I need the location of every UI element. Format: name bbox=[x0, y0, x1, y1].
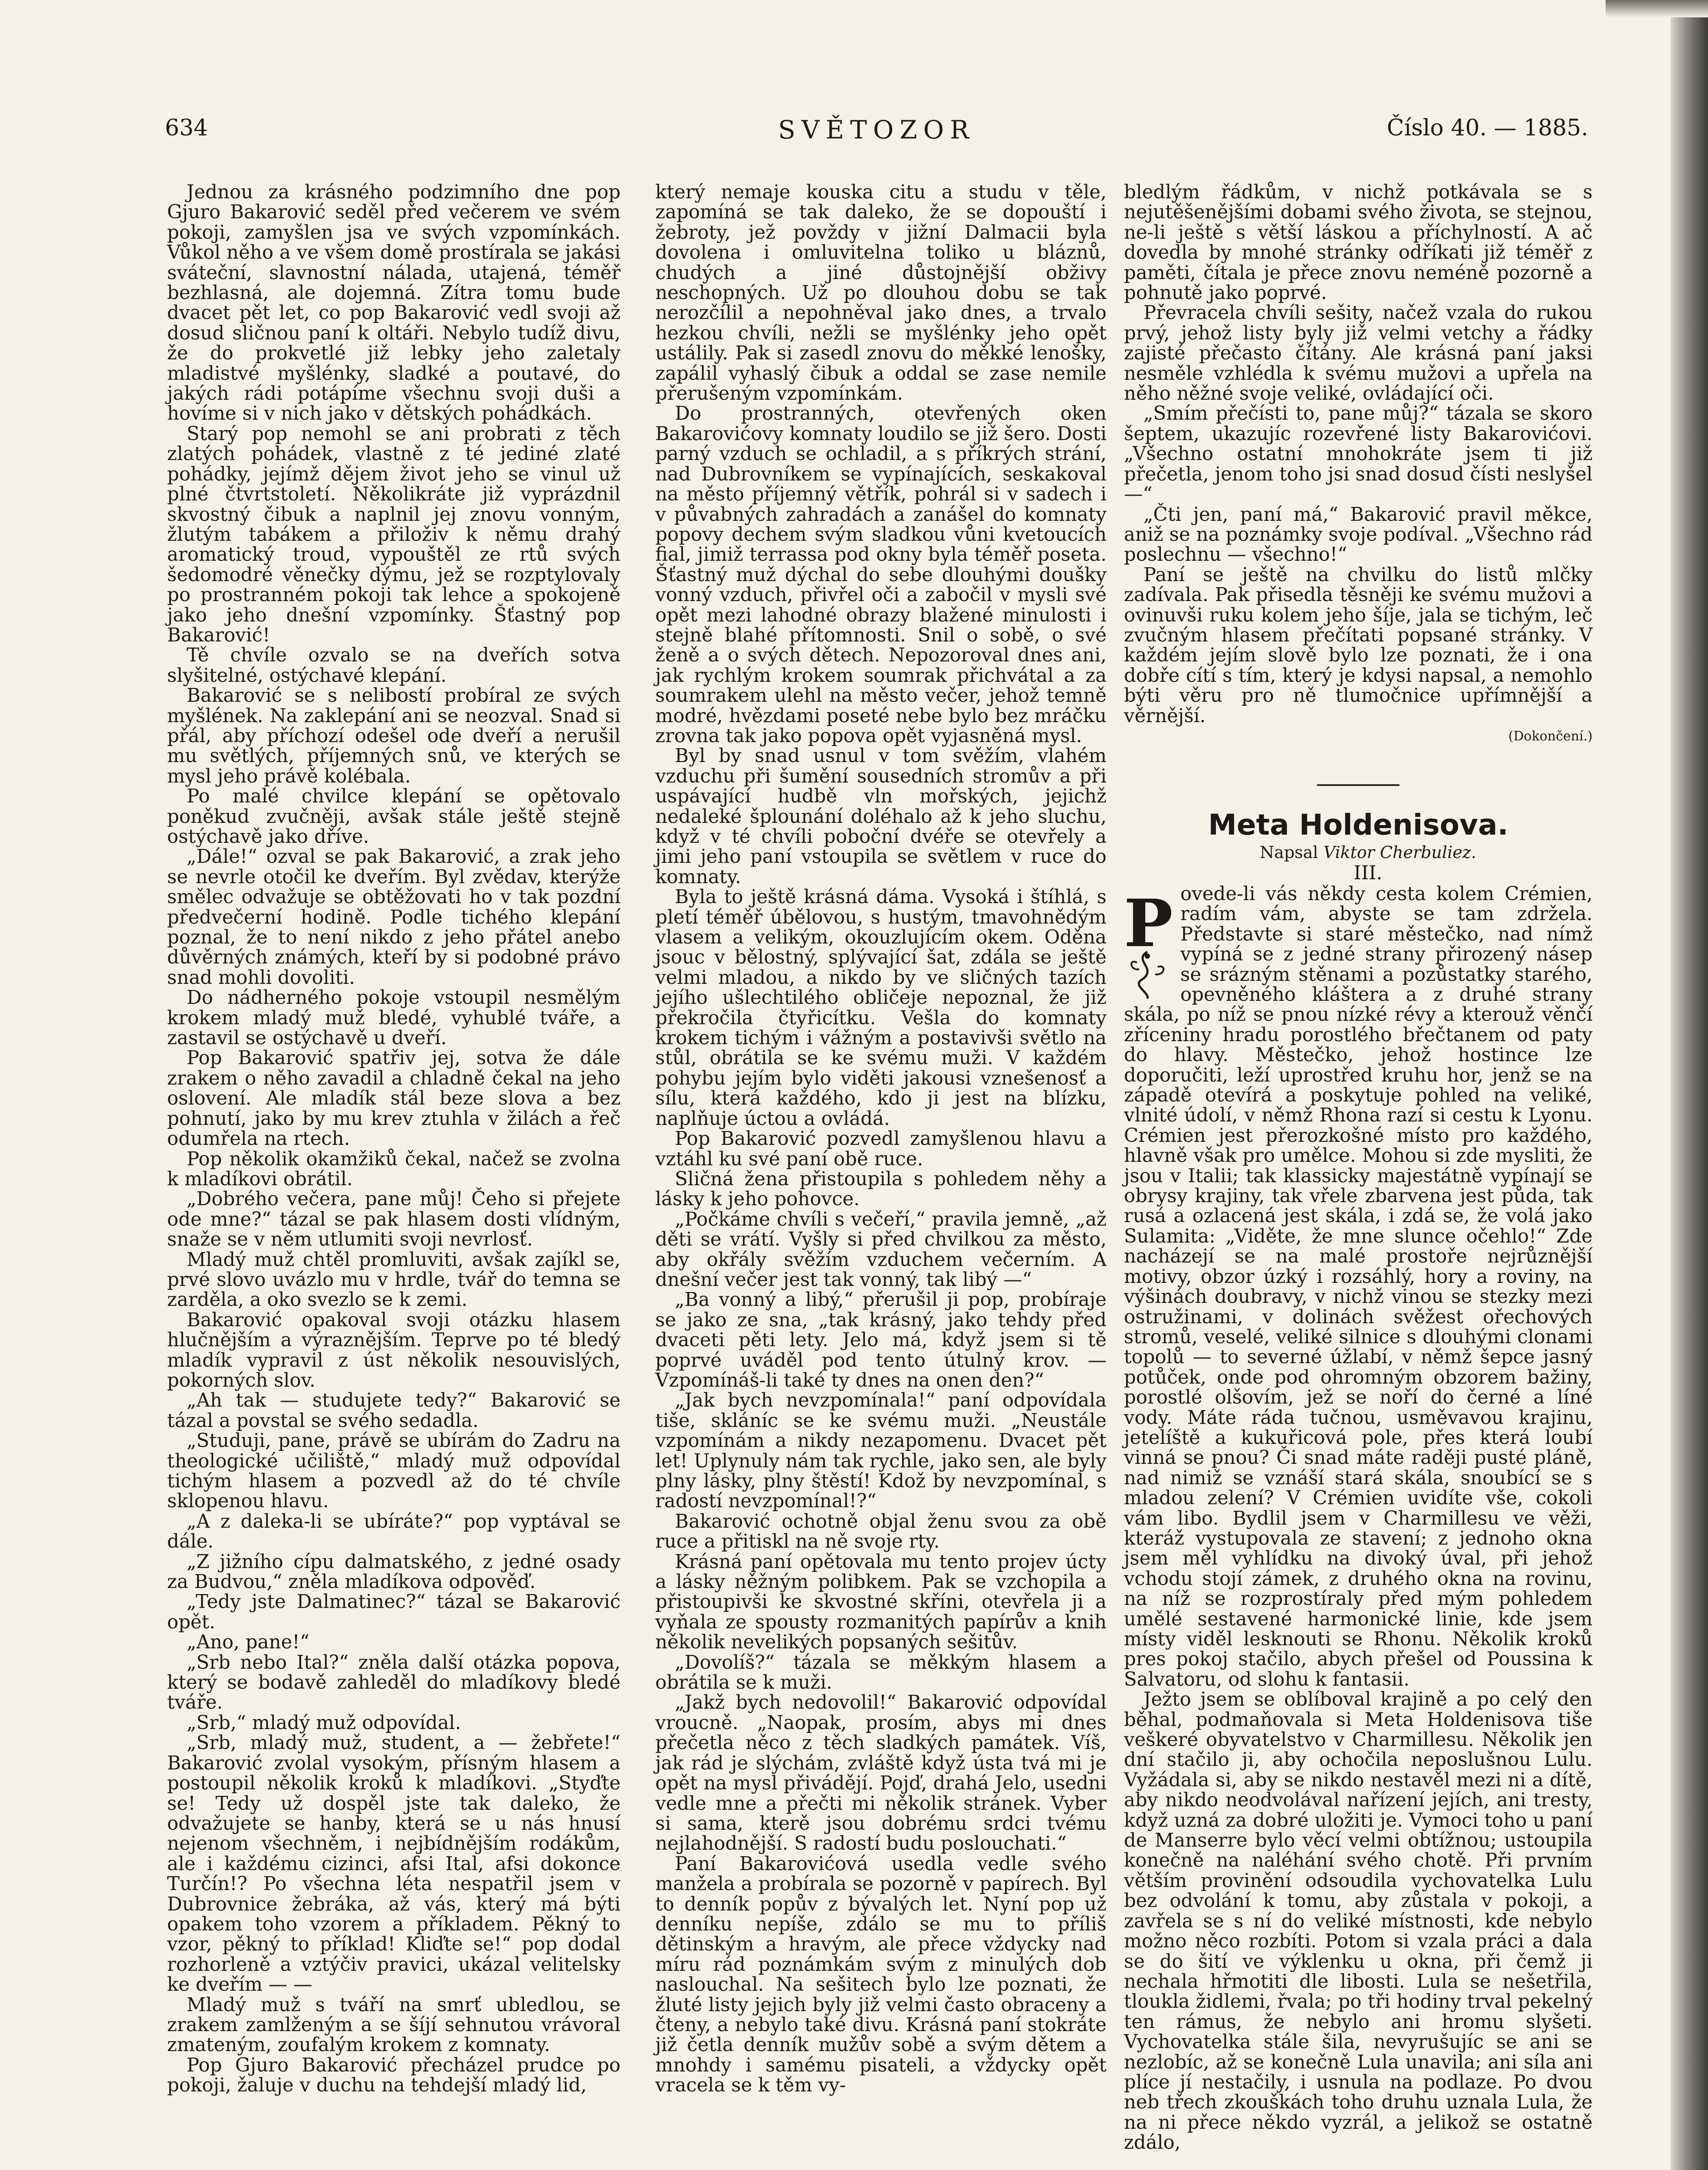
paragraph: „Dále!“ ozval se pak Bakarović, a zrak jeho se nevrle otočil ke dveřím. Byl zvědav, kterýže smělec odvažuje se obtěžovati ho v tak pozdní předvečerní hodině. Podle tichého klepání poznal, že to není nikdo z jeho přátel anebo důvěrných známých, kteří by si podobné právo snad mohli dovoliti. bbox=[167, 846, 621, 989]
paragraph: Byla to ještě krásná dáma. Vysoká i štíhlá, s pletí téměř úbělovou, s hustým, tmavohnědým vlasem a velikým, okouzlujícím okem. Oděna jsouc v bělostný, splývající šat, zdála se ještě velmi mladou, a nikdo by ve sličných tazích jejího ušlechtilého obličeje nepoznal, že již překročila čtyřicítku. Vešla do komnaty krokem tichým i vážným a postavivši světlo na stůl, obrátila se ke svému muži. V každém pohybu jejím bylo viděti jakousi vznešenosť a sílu, která každého, kdo ji jest na blízku, naplňuje úctou a ovládá. bbox=[655, 886, 1107, 1130]
byline-prefix: Napsal bbox=[1260, 842, 1318, 862]
paragraph: „Smím přečísti to, pane můj?“ tázala se skoro šeptem, ukazujíc rozevřené listy Bakarovićovi. „Všechno ostatní mnohokráte jsem ti již přečetla, jenom toho jsi snad dosud čísti neslyšel —“ bbox=[1124, 403, 1593, 506]
paragraph: Mladý muž s tváří na smrť ubledlou, se zrakem zamlženým a se šíjí sehnutou vrávoral zmateným, zoufalým krokem z komnaty. bbox=[167, 1994, 621, 2056]
paragraph: Do nádherného pokoje vstoupil nesmělým krokem mladý muž bledé, vyhublé tváře, a zastavil se ostýchavě u dveří. bbox=[167, 987, 621, 1049]
paragraph: Krásná paní opětovala mu tento projev úcty a lásky něžným polibkem. Pak se vzchopila a přistoupivši ke skvostné skříni, otevřela ji a vyňala ze spousty rozmanitých papírův a knih několik nevelikých popsaných sešitův. bbox=[655, 1551, 1107, 1654]
paragraph: „Ah tak — studujete tedy?“ Bakarović se tázal a povstal se svého sedadla. bbox=[167, 1390, 621, 1432]
dropcap-ornament bbox=[1124, 887, 1171, 1000]
paragraph: Převracela chvíli sešity, načež vzala do rukou prvý, jehož listy byly již velmi vetchy a řádky zajisté přečasto čítány. Ale krásná paní jaksi nesměle vzhlédla k svému mužovi a upřela na něho něžné svoje veliké, ovládající oči. bbox=[1124, 302, 1593, 405]
paragraph: „Dobrého večera, pane můj! Čeho si přejete ode mne?“ tázal se pak hlasem dosti vlídným, snaže se v něm utlumiti svoji nevrlosť. bbox=[167, 1188, 621, 1251]
column-middle bbox=[655, 182, 1107, 2096]
paragraph: Mladý muž chtěl promluviti, avšak zajíkl se, prvé slovo uvázlo mu v hrdle, tvář do temna se zarděla, a oko svezlo se k zemi. bbox=[167, 1249, 621, 1311]
paragraph: Pop několik okamžiků čekal, načež se zvolna k mladíkovi obrátil. bbox=[167, 1148, 621, 1190]
story-ending bbox=[1124, 182, 1593, 726]
dropcap-letter: P bbox=[1124, 885, 1173, 962]
paragraph: „Z jižního cípu dalmatského, z jedné osady za Budvou,“ zněla mladíkova odpověď. bbox=[167, 1551, 621, 1593]
paragraph: Pop Bakarović pozvedl zamyšlenou hlavu a vztáhl ku své paní obě ruce. bbox=[655, 1128, 1107, 1170]
paragraph: „Tedy jste Dalmatinec?“ tázal se Bakarović opět. bbox=[167, 1591, 621, 1633]
paragraph: „Jakž bych nedovolil!“ Bakarović odpovídal vroucně. „Naopak, prosím, abys mi dnes přečetla něco z těch sladkých památek. Víš, jak rád je slýchám, zvláště když ústa tvá mi je opět na mysl přivádějí. Pojď, drahá Jelo, usedni vedle mne a přečti mi několik stránek. Vyber si sama, kterě jsou dobrému srdci tvému nejlahodnější. S radostí budu poslouchati.“ bbox=[655, 1692, 1107, 1855]
paragraph: Bakarović se s nelibostí probíral ze svých myšlének. Na zaklepání ani se neozval. Snad si přál, aby příchozí odešel ode dveří a nerušil mu světlých, příjemných snů, ve kterých se mysl jeho právě kolébala. bbox=[167, 685, 621, 787]
scan-corner-shadow bbox=[1606, 0, 1708, 17]
paragraph: který nemaje kouska citu a studu v těle, zapomíná se tak daleko, že se dopouští i žebroty, jež povždy v jižní Dalmacii byla dovolena i omluvitelna toliko u bláznů, chudých a jiné důstojnější obživy neschopných. Už po dlouhou dobu se tak nerozčílil a nepohněval jako dnes, a trvalo hezkou chvíli, nežli se myšlénky jeho opět ustálily. Pak si zasedl znovu do měkké lenošky, zapálil vyhaslý čibuk a oddal se zase nemile přerušeným vzpomínkám. bbox=[655, 181, 1107, 405]
paragraph: Ježto jsem se oblíboval krajině a po celý den běhal, podmaňovala si Meta Holdenisova tiše veškeré obyvatelstvo v Charmillesu. Několik jen dní stačilo ji, aby ochočila neposlušnou Lulu. Vyžádala si, aby se nikdo nestavěl mezi ni a dítě, aby nikdo neodvolával nařízení jejích, ani tresty, když uzná za dobré uložiti je. Vymoci toho u paní de Manserre bylo věcí velmi obtížnou; ustoupila konečně na naléhání svého chotě. Při prvním větším provinění odsoudila vychovatelka Lulu bez odvolání k tomu, aby zůstala v pokoji, a zavřela se s ní do veliké místnosti, kde nebylo možno něco rozbíti. Potom si vzala práci a dala se do šití ve výklenku u okna, při čemž ji nechala hřmotiti dle libosti. Lula se nešetřila, tloukla židlemi, řvala; po tři hodiny trval pekelný ten rámus, že nebylo ani hromu slyšeti. Vychovatelka stále šila, nevyrušujíc se ani se nezlobíc, až se konečně Lula unavila; ani síla ani plíce jí nestačily, i usnula na podlaze. Po dvou neb třech zkouškách toho druhu uznala Lula, že na ni přece někdo vyzrál, a jelikož se ostatně zdálo, bbox=[1124, 1689, 1593, 2154]
paragraph: Do prostranných, otevřených oken Bakarovićovy komnaty loudilo se již šero. Dosti parný vzduch se ochladil, a s příkrých strání, nad Dubrovníkem se vypínajících, seskakoval na město příjemný větřík, pohrál si v sadech i v půvabných zahradách a zanášel do komnaty popovy dechem svým sladkou vůni kvetoucích fial, jimiž terrassa pod okny byla téměř poseta. Šťastný muž dýchal do sebe dlouhými doušky vonný vzduch, přivřel oči a zabočil v mysli své opět mezi lahodné obrazy blažené minulosti i stejně blahé přítomnosti. Snil o sobě, o své ženě a o svých dětech. Nepozoroval dnes ani, jak rychlým krokem soumrak přichvátal a za soumrakem ulehl na město večer, jehož temně modré, hvězdami poseté nebe bylo bez mráčku zrovna tak jako popova opět vyjasněná mysl. bbox=[655, 403, 1107, 747]
paragraph: „Ba vonný a libý,“ přerušil ji pop, probíraje se jako ze sna, „tak krásný, jako tehdy před dvaceti pěti lety. Jelo má, když jsem si tě poprvé uváděl pod tento útulný krov. — Vzpomínáš-li také ty dnes na onen den?“ bbox=[655, 1289, 1107, 1391]
magazine-title: SVĚTOZOR bbox=[778, 115, 975, 145]
paragraph: ovede-li vás někdy cesta kolem Crémien, radím vám, abyste se tam zdržela. Představte si staré městečko, nad nímž vypíná se z jedné strany přirozený násep se srázným stěnami a pozůstatky starého, opevněného kláštera a z druhé strany skála, po níž se pnou nízké révy a kterouž věnčí zříceniny hradu porostlého břečtanem od paty do hlavy. Městečko, jehož hostince lze doporučiti, leží uprostřed kruhu hor, jenž se na západě otevírá a poskytuje pohled na veliké, vlnité údolí, v němž Rhona razí si cestu k Lyonu. Crémien jest přerozkošné místo pro každého, hlavně však pro umělce. Mohou si zde mysliti, že jsou v Italii; tak klassicky majestátně vypínají se obrysy krajiny, tak vřele zbarvena jest půda, tak rusá a ozlacená jest skála, i zdá se, že volá jako Sulamita: „Viděte, že mne slunce očehlo!“ Zde nacházejí se na malé prostoře nejrůznější motivy, obzor úzký i rozsáhlý, hory a roviny, na výšinách doubravy, v nichž vinou se stezky mezi ostružinami, v dolinách svěžest ořechových stromů, veselé, veliké silnice s dlouhými clonami topolů — to severné úžlabí, v němž šepce jasný potůček, onde pod ohromným obzorem bažiny, porostlé olšovím, jež se noří do černé a líné vody. Máte ráda tučnou, usměvavou krajinu, jetelíště a kukuřicová pole, přes která loubí vinná se pnou? Či snad máte raději pusté pláně, nad nimiž se vznáší stará skála, snoubící se s mladou zelení? V Crémien uvidíte vše, cokoli vám libo. Bydlil jsem v Charmillesu ve věži, kteráž vystupovala ze stavení; z jednoho okna jsem měl vyhlídku na divoký úval, při jehož vchodu stojí zámek, z druhého okna na rovinu, na níž se rozprostíraly před mým pohledem umělé sestavené harmonické linie, kde jsem místy viděl lesknouti se Rhonu. Několik kroků pres pokoj stačilo, abych přešel od Poussina k Salvatoru, od slohu k fantasii. bbox=[1124, 883, 1593, 1690]
paragraph: Jednou za krásného podzimního dne pop Gjuro Bakarović seděl před večerem ve svém pokoji, zamyšlen jsa ve svých vzpomínkách. Vůkol něho a ve všem domě prostírala se jakási sváteční, slavnostní nálada, utajená, téměř bezhlasná, ale dojemná. Zítra tomu bude dvacet pět let, co pop Bakarović vedl svoji až dosud sličnou paní k oltáři. Nebylo tudíž divu, že do prokvetlé již lebky jeho zaletaly mladistvé myšlénky, sladké a poutavé, do jakých rádi potápíme všechnu svoji duši a hovíme si v nich jako v dětských pohádkách. bbox=[167, 181, 621, 425]
paragraph: „A z daleka-li se ubíráte?“ pop vyptával se dále. bbox=[167, 1510, 621, 1553]
paragraph: Bakarović ochotně objal ženu svou za obě ruce a přitiskl na ně svoje rty. bbox=[655, 1510, 1107, 1553]
column-right bbox=[1124, 182, 1593, 2153]
paragraph: „Studuji, pane, právě se ubírám do Zadru na theologické učiliště,“ mladý muž odpovídal tichým hlasem a pozvedl až do té chvíle sklopenou hlavu. bbox=[167, 1430, 621, 1512]
page-number: 634 bbox=[165, 115, 208, 141]
paragraph: Starý pop nemohl se ani probrati z těch zlatých pohádek, vlastně z té jediné zlaté pohádky, jejímž dějem život jeho se vinul už plné čtvrtstoletí. Několikráte již vyprázdnil skvostný čibuk a naplnil jej znovu vonným, žlutým tabákem a přiloživ k němu drahý aromatický troud, vypouštěl ze rtů svých šedomodré věnečky dýmu, jež se rozptylovaly po prostranném pokoji tak lehce a spokojeně jako jeho dnešní vzpomínky. Šťastný pop Bakarović! bbox=[167, 423, 621, 646]
issue-number: Číslo 40. — 1885. bbox=[1386, 115, 1588, 141]
story-title: Meta Holdenisova. bbox=[1208, 808, 1508, 842]
paragraph: „Ano, pane!“ bbox=[187, 1631, 310, 1654]
chapter-number: III. bbox=[1353, 861, 1383, 884]
paragraph: „Jak bych nevzpomínala!“ paní odpovídala tiše, skláníc se ke svému muži. „Neustále vzpomínám a nikdy nezapomenu. Dvacet pět let! Uplynuly nám tak rychle, jako sen, ale byly plny lásky, plny štěstí! Kdož by nevzpomínal, s radostí nevzpomínal!?“ bbox=[655, 1390, 1107, 1512]
paragraph: Paní se ještě na chvilku do listů mlčky zadívala. Pak přisedla těsněji ke svému mužovi a ovinuvši ruku kolem jeho šíje, jala se tichým, leč zvučným hlasem přečítati popsané stránky. V každém jejím slově bylo lze poznati, že i ona dobře cítí s tím, který je kdysi napsal, a nemohlo býti věru pro ně tlumočnice upřímnější a věrnější. bbox=[1124, 564, 1593, 727]
paragraph: „Dovolíš?“ tázala se měkkým hlasem a obrátila se k muži. bbox=[655, 1651, 1107, 1694]
column-left bbox=[167, 182, 621, 2096]
paragraph: „Počkáme chvíli s večeří,“ pravila jemně, „až děti se vrátí. Vyšly si před chvilkou za město, aby okřály svěžím vzduchem večerním. A dnešní večer jest tak vonný, tak libý —“ bbox=[655, 1208, 1107, 1291]
paragraph: Bakarović opakoval svoji otázku hlasem hlučnějším a výraznějším. Teprve po té bledý mladík vypravil z úst několik nesouvislých, pokorných slov. bbox=[167, 1309, 621, 1391]
byline bbox=[1124, 842, 1593, 862]
paragraph: „Srb, mladý muž, student, a — žebřete!“ Bakarović zvolal vysokým, přísným hlasem a postoupil několik kroků k mladíkovi. „Styďte se! Tedy už dospěl jste tak daleko, že odvažujete se hanby, která se u nás hnusí nejenom všechněm, i nejbídnějším rodákům, ale i každému cizinci, afsi Ital, afsi dokonce Turčín!? Po všechna léta nespatřil jsem v Dubrovnice žebráka, až vás, který má býti opakem toho vzorem a příkladem. Pěkný to vzor, pěkný to příklad! Kliďte se!“ pop dodal rozhorleně a vztýčiv pravici, ukázal velitelsky ke dveřím — — bbox=[167, 1732, 621, 1996]
paragraph: „Srb,“ mladý muž odpovídal. bbox=[187, 1712, 461, 1734]
paragraph: bledlým řádkům, v nichž potkávala se s nejutěšenějšími dobami svého života, se stejnou, ne-li ještě s větší láskou a příchylností. A ač dovedla by mnohé stránky odříkati již téměř z paměti, čítala je přece znovu neméně pozorně a pohnutě jako poprvé. bbox=[1124, 181, 1593, 304]
paragraph: „Srb nebo Ital?“ zněla další otázka popova, který se bodavě zahleděl do mladíkovy bledé tváře. bbox=[167, 1651, 621, 1714]
paragraph: Tě chvíle ozvalo se na dveřích sotva slyšitelné, ostýchavé klepání. bbox=[167, 644, 621, 687]
continued-note: (Dokončení.) bbox=[1508, 728, 1593, 744]
page-header bbox=[165, 115, 1588, 150]
paragraph: „Čti jen, paní má,“ Bakarović pravil měkce, aniž se na poznámky svoje podíval. „Všechno rád poslechnu — všechno!“ bbox=[1124, 503, 1593, 566]
paragraph: Pop Bakarović spatřiv jej, sotva že dále zrakem o něho zavadil a chladně čekal na jeho oslovení. Ale mladík stál beze slova a bez pohnutí, jako by mu krev ztuhla v žilách a řeč odumřela na rtech. bbox=[167, 1047, 621, 1150]
author-name: Viktor Cherbuliez. bbox=[1323, 842, 1476, 862]
paragraph: Sličná žena přistoupila s pohledem něhy a lásky k jeho pohovce. bbox=[655, 1168, 1107, 1210]
paragraph: Paní Bakarovićová usedla vedle svého manžela a probírala se pozorně v papírech. Byl to denník popův z bývalých let. Nyní pop už denníku nepíše, zdálo se mu to příliš dětinským a hravým, ale přece vždycky nad míru rád poznámkám svým z minulých dob naslouchal. Na sešitech bylo lze poznati, že žluté listy jejich byly již velmi často obraceny a čteny, a nebylo také divu. Krásná paní stokráte již četla denník mužův sobě a svým dětem a mnohdy i samému pisateli, a vždycky opět vracela se k těm vy- bbox=[655, 1853, 1107, 2097]
paragraph: Byl by snad usnul v tom svěžím, vlahém vzduchu při šumění sousedních stromův a při uspávající hudbě vln mořských, jejichž nedaleké šplounání doléhalo až k jeho sluchu, když v té chvíli poboční dvéře se otevřely a jimi jeho paní vstoupila se světlem v ruce do komnaty. bbox=[655, 745, 1107, 888]
story-body bbox=[1124, 884, 1593, 2153]
paragraph: Po malé chvilce klepání se opětovalo poněkud zvučněji, avšak stále ještě stejně ostýchavě jako dříve. bbox=[167, 786, 621, 848]
paragraph: Pop Gjuro Bakarović přecházel prudce po pokoji, žaluje v duchu na tehdejší mladý lid, bbox=[167, 2054, 621, 2097]
scan-binding-edge bbox=[1671, 0, 1708, 2170]
section-divider bbox=[1317, 784, 1399, 786]
